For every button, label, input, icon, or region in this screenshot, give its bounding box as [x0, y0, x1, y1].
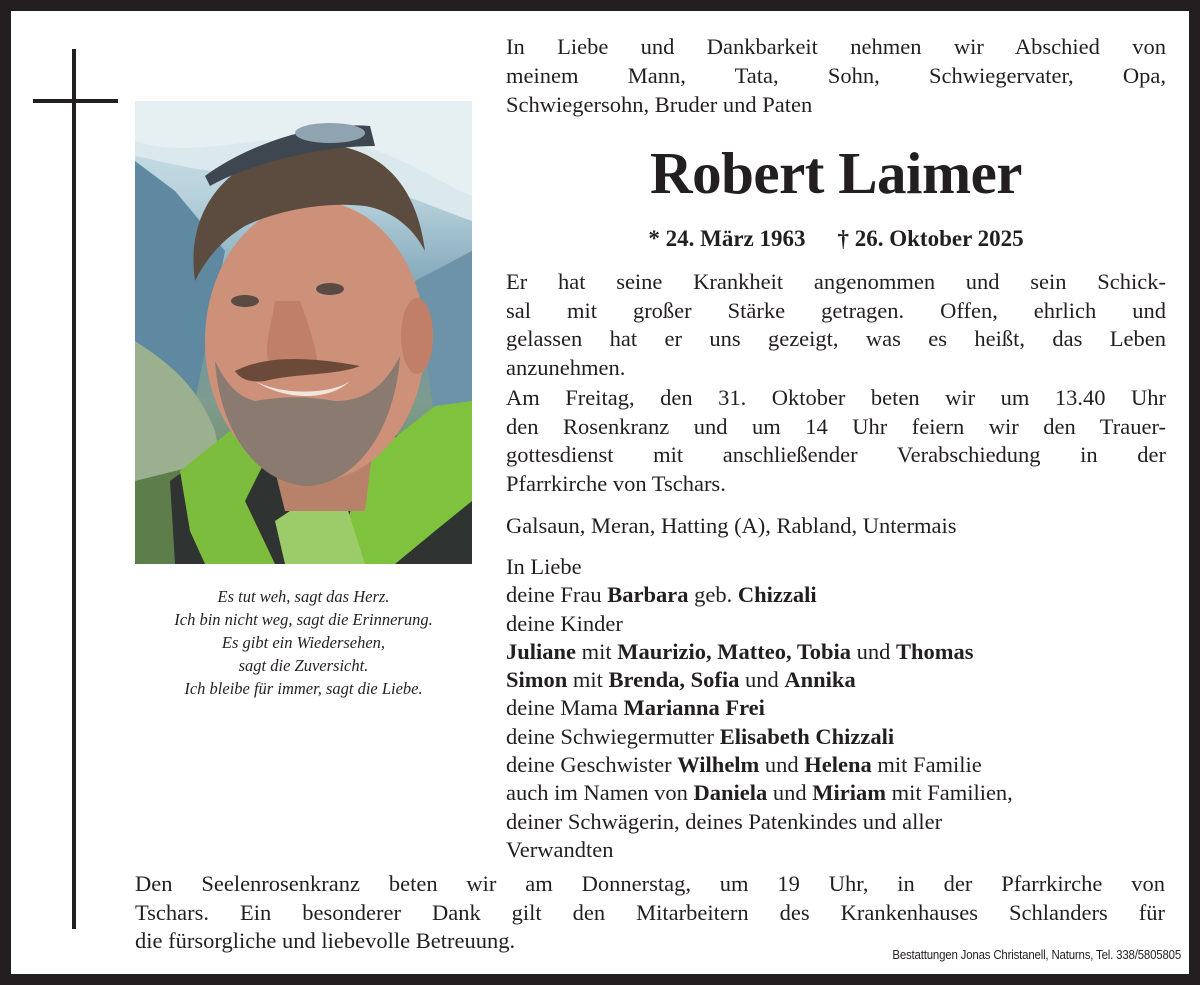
family-text: mit	[567, 667, 609, 693]
family-name: Daniela	[693, 780, 768, 806]
paragraph-line: anzunehmen.	[506, 354, 626, 380]
family-text: und	[767, 780, 813, 806]
paragraph-line: den Rosenkranz und um 14 Uhr feiern wir den Trauer-	[506, 413, 1166, 439]
death-date: † 26. Oktober 2025	[837, 226, 1024, 251]
intro-line: Schwiegersohn, Bruder und Paten	[506, 92, 813, 117]
poem-line: sagt die Zuversicht.	[238, 656, 369, 675]
family-text: deine Schwiegermutter	[506, 723, 720, 749]
cross-icon-horizontal	[33, 99, 118, 103]
family-name: Brenda, Sofia	[608, 667, 740, 693]
service-paragraph	[506, 384, 1166, 498]
closing-paragraph	[135, 870, 1165, 956]
family-line	[506, 638, 1166, 666]
paragraph-line: sal mit großer Stärke getragen. Offen, ehrlich und	[506, 297, 1166, 323]
family-name: Annika	[784, 667, 856, 693]
family-name: Miriam	[812, 780, 886, 806]
family-line	[506, 751, 1166, 779]
family-line	[506, 666, 1166, 694]
family-text: deine Mama	[506, 695, 624, 721]
family-text: geb.	[688, 582, 738, 608]
undertaker-credit: Bestattungen Jonas Christanell, Naturns, Tel. 338/5805805	[892, 947, 1181, 962]
poem-line: Es tut weh, sagt das Herz.	[217, 587, 390, 606]
closing-line: die fürsorgliche und liebevolle Betreuung.	[135, 928, 516, 953]
portrait-photo	[135, 101, 472, 564]
poem-line: Ich bleibe für immer, sagt die Liebe.	[184, 679, 423, 698]
family-text: und	[739, 667, 785, 693]
paragraph-line: Er hat seine Krankheit angenommen und sein Schick-	[506, 269, 1166, 294]
poem-line: Ich bin nicht weg, sagt die Erinnerung.	[174, 610, 433, 629]
family-line	[506, 779, 1166, 807]
family-opening: In Liebe	[506, 554, 582, 579]
family-name: Marianna Frei	[623, 695, 765, 721]
paragraph-line: Am Freitag, den 31. Oktober beten wir um 13.40 Uhr	[506, 385, 1166, 410]
places-line: Galsaun, Meran, Hatting (A), Rabland, Untermais	[506, 513, 957, 538]
family-name: Helena	[804, 752, 872, 778]
family-text: deine Geschwister	[506, 752, 678, 778]
family-text: auch im Namen von	[506, 780, 694, 806]
family-text: und	[759, 752, 805, 778]
family-line	[506, 581, 1166, 609]
family-name: Elisabeth Chizzali	[719, 723, 895, 749]
family-line	[506, 808, 1166, 836]
family-text: Verwandten	[506, 836, 614, 862]
family-line	[506, 723, 1166, 751]
family-text: mit Familien,	[885, 780, 1013, 806]
illness-paragraph	[506, 268, 1166, 382]
life-dates	[506, 224, 1166, 254]
intro-line: In Liebe und Dankbarkeit nehmen wir Abschied von	[506, 34, 1166, 59]
family-list	[506, 553, 1166, 864]
paragraph-line: Pfarrkirche von Tschars.	[506, 470, 726, 496]
closing-line: Den Seelenrosenkranz beten wir am Donnerstag, um 19 Uhr, in der Pfarrkirche von	[135, 871, 1165, 896]
family-text: mit Familie	[871, 752, 982, 778]
family-text: und	[851, 638, 897, 664]
cross-icon-vertical	[72, 49, 76, 929]
intro-text	[506, 32, 1166, 119]
family-lines	[506, 581, 1166, 864]
portrait-illustration	[135, 101, 472, 564]
family-text: mit	[576, 638, 618, 664]
family-name: Wilhelm	[677, 752, 760, 778]
family-text: deine Kinder	[506, 610, 623, 636]
family-name: Juliane	[506, 638, 577, 664]
intro-line: meinem Mann, Tata, Sohn, Schwiegervater, Opa,	[506, 63, 1166, 88]
deceased-name: Robert Laimer	[650, 140, 1022, 206]
family-name: Thomas	[896, 638, 974, 664]
poem-line: Es gibt ein Wiedersehen,	[221, 633, 386, 652]
family-line	[506, 836, 1166, 864]
family-line	[506, 610, 1166, 638]
birth-date: * 24. März 1963	[648, 226, 806, 251]
poem	[120, 585, 487, 700]
family-name: Maurizio, Matteo, Tobia	[617, 638, 852, 664]
family-name: Chizzali	[737, 582, 817, 608]
paragraph-line: gottesdienst mit anschließender Verabschiedung in der	[506, 442, 1166, 467]
family-text: deiner Schwägerin, deines Patenkindes und aller	[506, 808, 943, 834]
family-name: Barbara	[607, 582, 689, 608]
family-text: deine Frau	[506, 582, 608, 608]
closing-line: Tschars. Ein besonderer Dank gilt den Mitarbeitern des Krankenhauses Schlanders für	[135, 899, 1165, 925]
paragraph-line: gelassen hat er uns gezeigt, was es heißt, das Leben	[506, 326, 1166, 351]
family-name: Simon	[506, 667, 568, 693]
family-line	[506, 694, 1166, 722]
